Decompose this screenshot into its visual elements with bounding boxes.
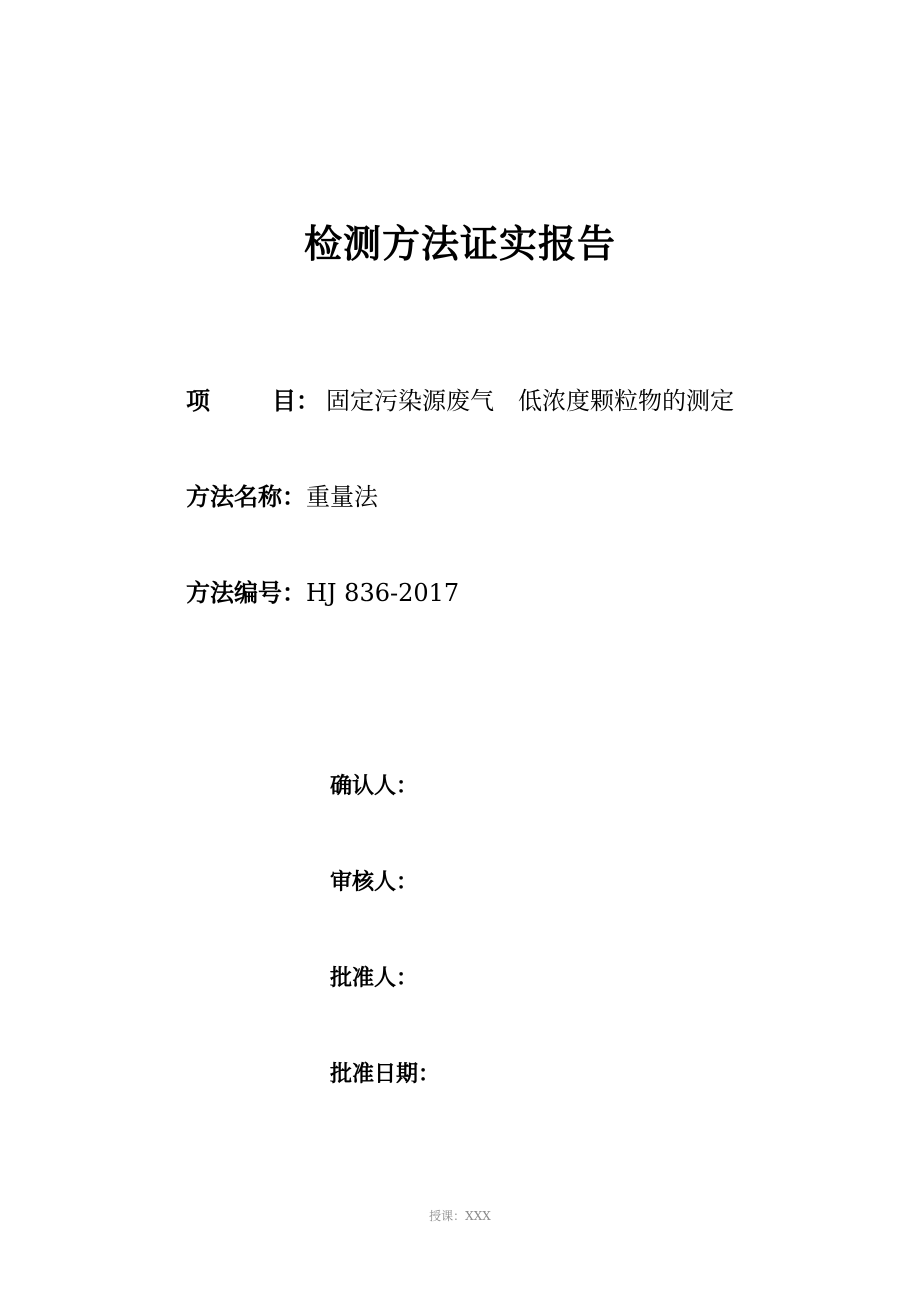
method-code-label: 方法编号：	[186, 578, 306, 607]
document-title: 检测方法证实报告	[303, 221, 616, 266]
approver-label: 批准人：	[330, 965, 419, 991]
method-name-field	[186, 480, 378, 514]
confirmer-label: 确认人：	[330, 773, 419, 799]
method-name-label: 方法名称：	[186, 482, 306, 511]
project-field	[186, 384, 734, 418]
project-label-part2: 目：	[272, 386, 320, 415]
page-footer: 授课：XXX	[429, 1209, 491, 1223]
project-label-part1: 项	[186, 386, 210, 415]
method-name-value: 重量法	[306, 483, 378, 511]
method-code-value: HJ 836-2017	[306, 579, 460, 607]
project-value: 固定污染源废气 低浓度颗粒物的测定	[326, 387, 734, 415]
approval-date-label: 批准日期：	[330, 1061, 441, 1087]
method-code-field	[186, 576, 459, 610]
reviewer-label: 审核人：	[330, 869, 419, 895]
